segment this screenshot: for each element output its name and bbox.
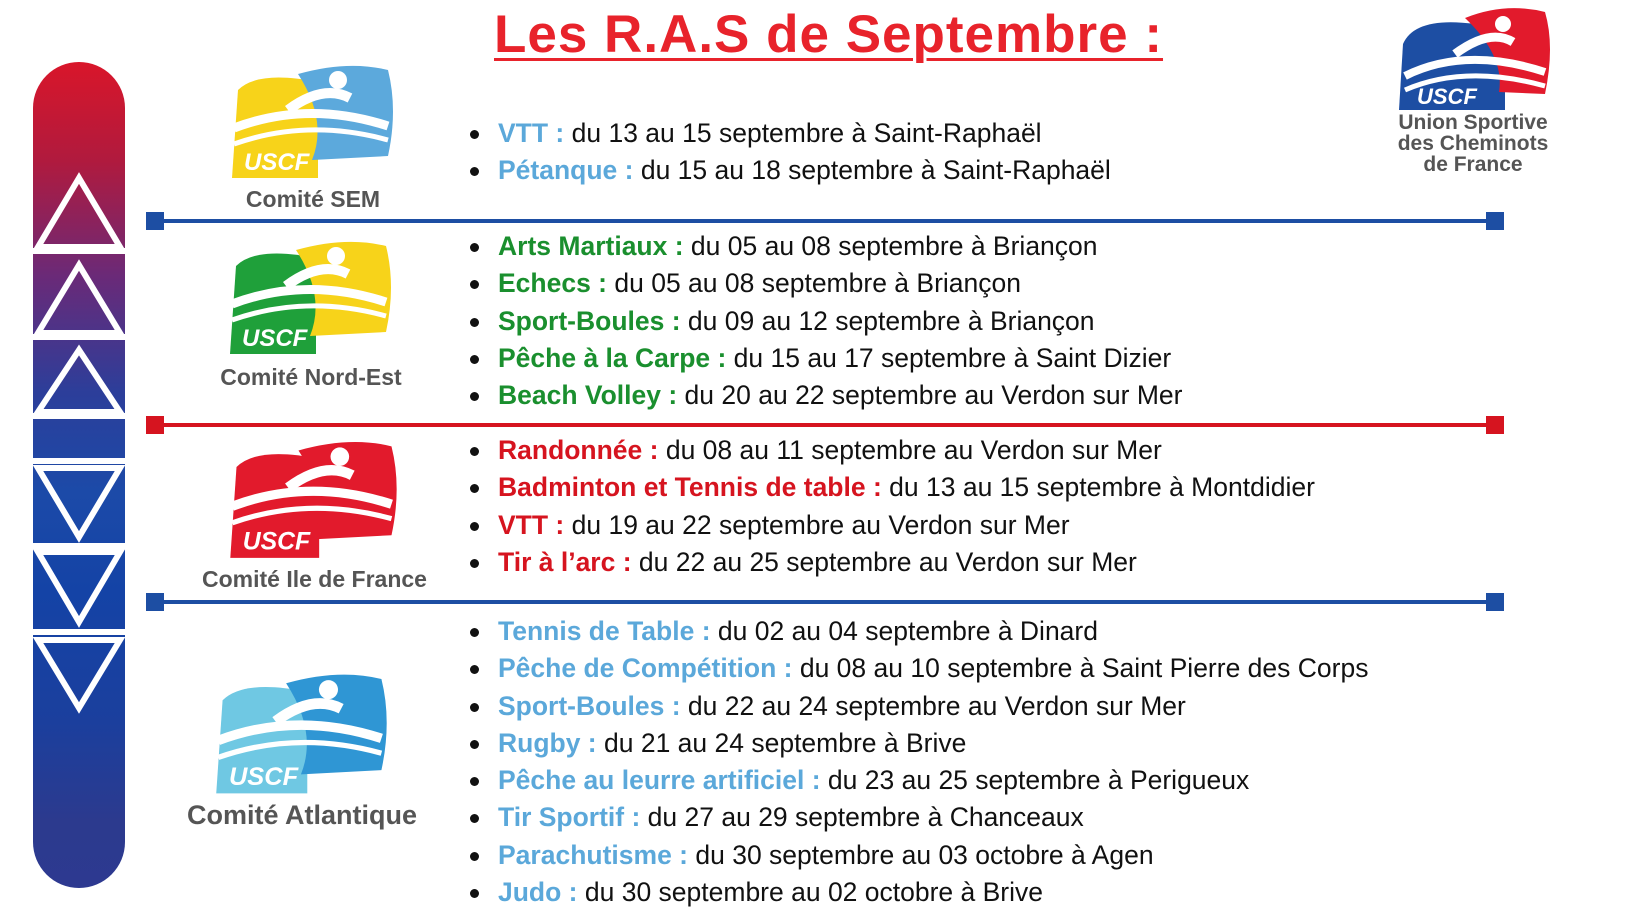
event-details: du 02 au 04 septembre à Dinard	[710, 616, 1098, 646]
sport-name: VTT :	[498, 509, 565, 540]
list-item	[470, 228, 1182, 265]
event-details: du 21 au 24 septembre à Brive	[596, 727, 967, 758]
section-separator-blue	[150, 600, 1500, 604]
sem-logo-mark: USCF	[244, 149, 310, 176]
nord-est-logo-mark: USCF	[242, 325, 308, 352]
sport-name: Parachutisme :	[498, 839, 688, 870]
up-triangle-icon	[38, 178, 120, 247]
uscf-mark-text: USCF	[1417, 84, 1477, 109]
up-triangle-icon	[38, 350, 120, 412]
sport-name: Randonnée :	[498, 435, 659, 465]
list-item	[470, 432, 1315, 469]
nord-est-caption: Comité Nord-Est	[220, 364, 402, 390]
list-item	[470, 544, 1315, 581]
sem-caption: Comité SEM	[245, 186, 381, 212]
event-details: du 22 au 24 septembre au Verdon sur Mer	[680, 690, 1186, 721]
event-details: du 09 au 12 septembre à Briançon	[680, 305, 1095, 336]
atlantique-logo	[212, 668, 392, 796]
page-title: Les R.A.S de Septembre :	[494, 5, 1164, 64]
sport-name: Pêche de Compétition :	[498, 653, 793, 684]
down-triangle-icon	[38, 640, 120, 708]
section-separator-red	[150, 423, 1500, 427]
event-details: du 30 septembre au 02 octobre à Brive	[577, 877, 1044, 908]
down-triangle-icon	[38, 468, 120, 537]
event-details: du 13 au 15 septembre à Saint-Raphaël	[564, 118, 1042, 148]
sem-logo	[228, 60, 398, 180]
up-triangle-icon	[38, 265, 120, 333]
event-details: du 30 septembre au 03 octobre à Agen	[688, 839, 1154, 870]
uscf-brand-name	[1378, 112, 1568, 175]
brand-line-3: de France	[1423, 153, 1523, 176]
list-item	[470, 874, 1368, 911]
list-item	[470, 340, 1182, 377]
brand-line-1: Union Sportive	[1398, 111, 1548, 134]
sport-name: Pétanque :	[498, 155, 634, 186]
sport-name: Tir à l’arc :	[498, 546, 632, 577]
sport-name: Pêche au leurre artificiel :	[498, 765, 821, 796]
ile-de-france-logo	[226, 436, 402, 560]
list-item	[470, 725, 1368, 762]
atlantique-event-list	[470, 613, 1368, 911]
side-bar-arrows	[33, 62, 125, 888]
list-item	[470, 303, 1182, 340]
sem-event-list	[470, 115, 1111, 190]
nord-est-event-list	[470, 228, 1182, 414]
event-details: du 05 au 08 septembre à Briançon	[607, 268, 1021, 299]
sport-name: Judo :	[498, 877, 578, 908]
list-item	[470, 265, 1182, 302]
event-details: du 15 au 17 septembre à Saint Dizier	[726, 342, 1172, 373]
list-item	[470, 688, 1368, 725]
nord-est-logo	[226, 236, 396, 356]
sport-name: VTT :	[498, 118, 565, 148]
sport-name: Sport-Boules :	[498, 305, 681, 336]
list-item	[470, 469, 1315, 506]
event-details: du 20 au 22 septembre au Verdon sur Mer	[677, 380, 1183, 411]
sport-name: Pêche à la Carpe :	[498, 342, 727, 373]
sport-name: Beach Volley :	[498, 380, 678, 411]
list-item	[470, 762, 1368, 799]
ile-de-france-caption: Comité Ile de France	[202, 566, 427, 592]
sport-name: Echecs :	[498, 268, 608, 299]
event-details: du 08 au 11 septembre au Verdon sur Mer	[658, 435, 1162, 465]
event-details: du 13 au 15 septembre à Montdidier	[881, 472, 1315, 503]
list-item	[470, 377, 1182, 414]
event-details: du 15 au 18 septembre à Saint-Raphaël	[633, 155, 1111, 186]
event-details: du 05 au 08 septembre à Briançon	[683, 231, 1098, 261]
side-bar	[33, 62, 125, 888]
event-details: du 27 au 29 septembre à Chanceaux	[640, 802, 1084, 833]
event-details: du 22 au 25 septembre au Verdon sur Mer	[631, 546, 1137, 577]
list-item	[470, 837, 1368, 874]
sport-name: Arts Martiaux :	[498, 231, 684, 261]
uscf-main-logo	[1395, 6, 1555, 110]
sport-name: Tir Sportif :	[498, 802, 641, 833]
section-separator-blue	[150, 219, 1500, 223]
atlantique-caption: Comité Atlantique	[186, 800, 417, 830]
atlantique-logo-mark: USCF	[228, 762, 299, 791]
list-item	[470, 507, 1315, 544]
list-item	[470, 152, 1111, 189]
brand-line-2: des Cheminots	[1397, 132, 1549, 155]
ile-de-france-logo-mark: USCF	[242, 528, 311, 556]
event-details: du 23 au 25 septembre à Perigueux	[820, 765, 1250, 796]
event-details: du 19 au 22 septembre au Verdon sur Mer	[564, 509, 1070, 540]
ile-de-france-event-list	[470, 432, 1315, 581]
sport-name: Tennis de Table :	[498, 616, 711, 646]
list-item	[470, 115, 1111, 152]
list-item	[470, 799, 1368, 836]
list-item	[470, 613, 1368, 650]
sport-name: Rugby :	[498, 727, 597, 758]
down-triangle-icon	[38, 552, 120, 622]
sport-name: Badminton et Tennis de table :	[498, 472, 882, 503]
sport-name: Sport-Boules :	[498, 690, 681, 721]
event-details: du 08 au 10 septembre à Saint Pierre des Corps	[792, 653, 1369, 684]
list-item	[470, 650, 1368, 687]
